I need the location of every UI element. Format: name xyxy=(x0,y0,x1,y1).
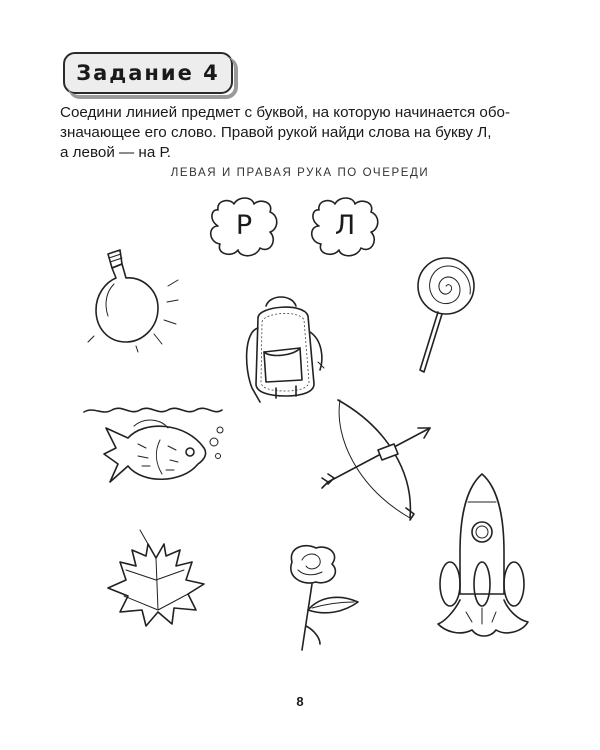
page-number: 8 xyxy=(296,694,304,709)
fish-icon xyxy=(82,404,232,505)
maple-leaf-icon xyxy=(100,530,212,645)
letter-l: Л xyxy=(334,210,356,241)
task-title: Задание 4 xyxy=(76,61,220,85)
sub-heading: ЛЕВАЯ И ПРАВАЯ РУКА ПО ОЧЕРЕДИ xyxy=(170,167,430,179)
letter-cloud-l xyxy=(307,196,383,260)
letter-r: Р xyxy=(235,210,253,241)
task-header xyxy=(63,52,233,94)
instruction-line-3: а левой — на Р. xyxy=(60,144,171,161)
rocket-icon xyxy=(430,472,534,661)
lightbulb-icon xyxy=(92,246,192,359)
instructions xyxy=(60,103,550,163)
lollipop-icon xyxy=(406,252,482,381)
instruction-line-2: значающее его слово. Правой рукой найди слова на букву Л, xyxy=(60,124,492,141)
letter-cloud-r xyxy=(206,196,282,260)
bow-and-arrow-icon xyxy=(318,398,442,527)
rose-icon xyxy=(280,540,376,665)
backpack-icon xyxy=(236,292,328,415)
instruction-line-1: Соедини линией предмет с буквой, на которую начинается обо- xyxy=(60,104,511,121)
